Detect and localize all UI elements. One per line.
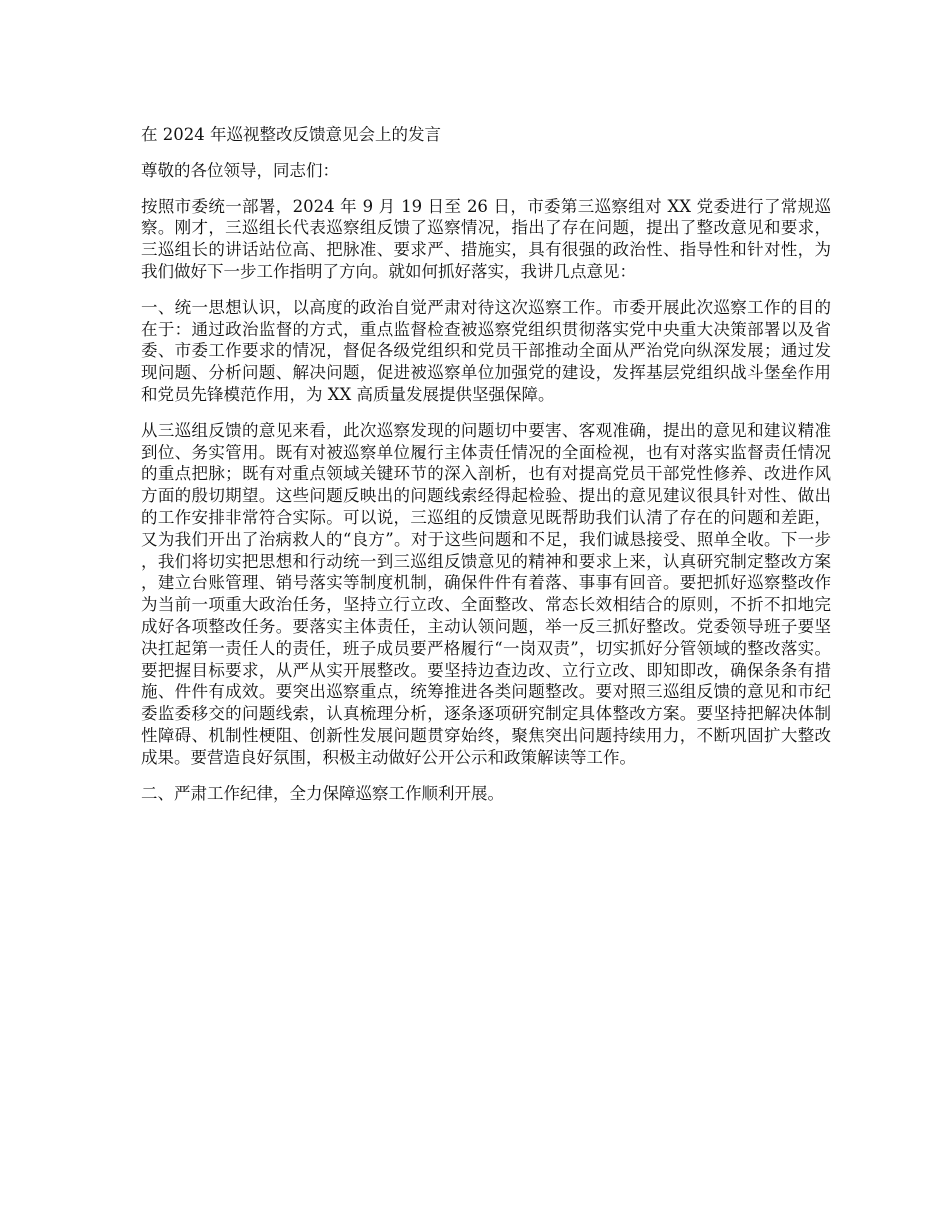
document-title: 在 2024 年巡视整改反馈意见会上的发言 <box>141 125 441 144</box>
salutation: 尊敬的各位领导，同志们： <box>141 160 339 180</box>
paragraph-feedback: 从三巡组反馈的意见来看，此次巡察发现的问题切中要害、客观准确，提出的意见和建议精准到位、务实管用。既有对被巡察单位履行主体责任情况的全面检视，也有对落实监督责任情况的重点把脉；既有对重点领域关键环节的深入剖析，也有对提高党员干部党性修养、改进作风方面的殷切期望。这些问题反映出的问题线索经得起检验、提出的意见建议很具针对性、做出的工作安排非常符合实际。可以说，三巡组的反馈意见既帮助我们认清了存在的问题和差距，又为我们开出了治病救人的“良方”。对于这些问题和不足，我们诚恳接受、照单全收。下一步，我们将切实把思想和行动统一到三巡组反馈意见的精神和要求上来，认真研究制定整改方案，建立台账管理、销号落实等制度机制，确保件件有着落、事事有回音。要把抓好巡察整改作为当前一项重大政治任务，坚持立行立改、全面整改、常态长效相结合的原则，不折不扣地完成好各项整改任务。要落实主体责任，主动认领问题，举一反三抓好整改。党委领导班子要坚决扛起第一责任人的责任，班子成员要严格履行“一岗双责”，切实抓好分管领域的整改落实。要把握目标要求，从严从实开展整改。要坚持边查边改、立行立改、即知即改，确保条条有措施、件件有成效。要突出巡察重点，统筹推进各类问题整改。要对照三巡组反馈的意见和市纪委监委移交的问题线索，认真梳理分析，逐条逐项研究制定具体整改方案。要坚持把解决体制性障碍、机制性梗阻、创新性发展问题贯穿始终，聚焦突出问题持续用力，不断巩固扩大整改成果。要营造良好氛围，积极主动做好公开公示和政策解读等工作。 <box>141 420 831 767</box>
paragraph-intro: 按照市委统一部署，2024 年 9 月 19 日至 26 日，市委第三巡察组对 XX 党委进行了常规巡察。刚才，三巡组长代表巡察组反馈了巡察情况，指出了存在问题，提出了整改意见和要求，三巡组长的讲话站位高、把脉准、要求严、措施实，具有很强的政治性、指导性和针对性，为我们做好下一步工作指明了方向。就如何抓好落实，我讲几点意见： <box>141 196 831 281</box>
paragraph-section-one: 一、统一思想认识，以高度的政治自觉严肃对待这次巡察工作。市委开展此次巡察工作的目的在于：通过政治监督的方式，重点监督检查被巡察党组织贯彻落实党中央重大决策部署以及省委、市委工作要求的情况，督促各级党组织和党员干部推动全面从严治党向纵深发展；通过发现问题、分析问题、解决问题，促进被巡察单位加强党的建设，发挥基层党组织战斗堡垒作用和党员先锋模范作用，为 XX 高质量发展提供坚强保障。 <box>141 297 831 404</box>
paragraph-section-two: 二、严肃工作纪律，全力保障巡察工作顺利开展。 <box>141 783 504 803</box>
document-body <box>141 124 831 818</box>
